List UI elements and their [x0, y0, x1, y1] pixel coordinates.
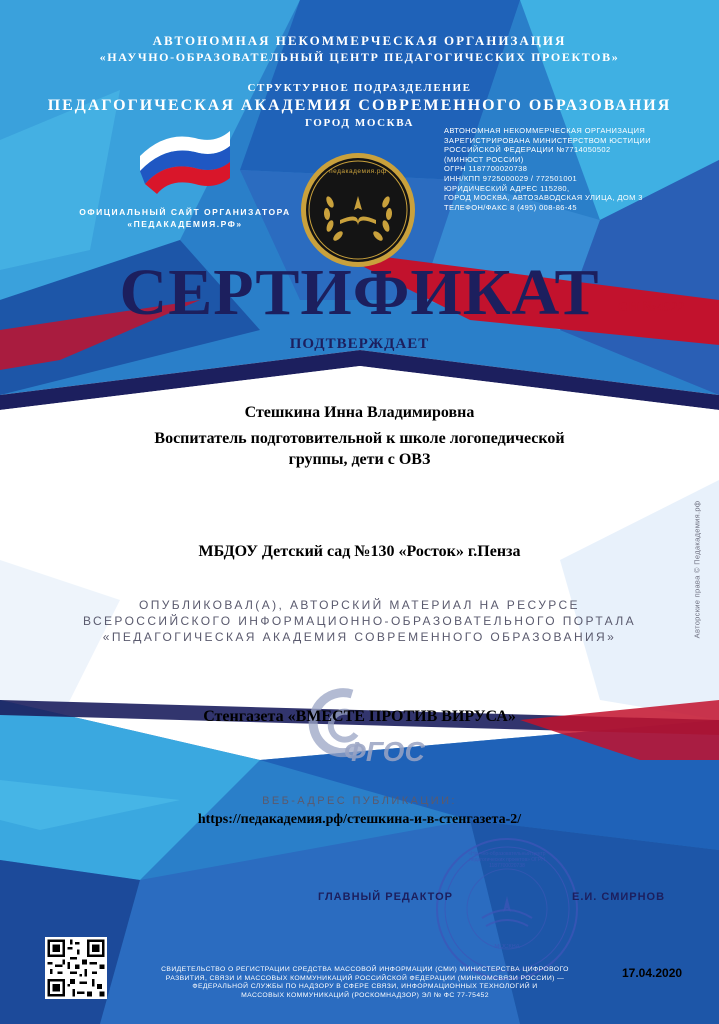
media-registration	[115, 966, 615, 1000]
org-line-1: АВТОНОМНАЯ НЕКОММЕРЧЕСКАЯ ОРГАНИЗАЦИЯ	[152, 33, 567, 48]
registration-block	[444, 126, 714, 212]
published-line-3: «ПЕДАГОГИЧЕСКАЯ АКАДЕМИЯ СОВРЕМЕННОГО ОБРАЗОВАНИЯ»	[102, 630, 617, 644]
stamp-bottom-text: МОСКВА	[494, 944, 520, 950]
media-reg-line: ФЕДЕРАЛЬНОЙ СЛУЖБЫ ПО НАДЗОРУ В СФЕРЕ СВЯЗИ, ИНФОРМАЦИОННЫХ ТЕХНОЛОГИЙ И	[192, 983, 538, 991]
reg-line: ОГРН 1187700020738	[444, 164, 528, 174]
org-line-2: «НАУЧНО-ОБРАЗОВАТЕЛЬНЫЙ ЦЕНТР ПЕДАГОГИЧЕСКИХ ПРОЕКТОВ»	[99, 50, 620, 64]
org-line-4: ПЕДАГОГИЧЕСКАЯ АКАДЕМИЯ СОВРЕМЕННОГО ОБРАЗОВАНИЯ	[47, 97, 672, 114]
official-site-label	[55, 206, 315, 230]
media-reg-line: СВИДЕТЕЛЬСТВО О РЕГИСТРАЦИИ СРЕДСТВА МАССОВОЙ ИНФОРМАЦИИ (СМИ) МИНИСТЕРСТВА ЦИФРОВОГО	[161, 966, 569, 973]
reg-line: ЮРИДИЧЕСКИЙ АДРЕС 115280,	[444, 183, 570, 193]
web-address-label: ВЕБ-АДРЕС ПУБЛИКАЦИИ:	[262, 795, 457, 807]
stamp-ring-text: «Научно-образовательный центр педагогических проектов» ОГРН 1187700020738	[468, 851, 546, 869]
editor-name: Е.И. СМИРНОВ	[572, 891, 666, 903]
certificate-number: СН №4922	[618, 300, 685, 315]
copyright-vertical: Авторские права © Педакадемия.рф	[692, 500, 702, 639]
confirms-label: ПОДТВЕРЖДАЕТ	[289, 336, 430, 352]
editor-label: ГЛАВНЫЙ РЕДАКТОР	[318, 891, 454, 903]
org-line-3: СТРУКТУРНОЕ ПОДРАЗДЕЛЕНИЕ	[247, 82, 472, 94]
published-line-1: ОПУБЛИКОВАЛ(А), АВТОРСКИЙ МАТЕРИАЛ НА РЕСУРСЕ	[139, 598, 580, 612]
certificate-title: СЕРТИФИКАТ	[119, 256, 600, 329]
media-reg-line: МАССОВЫХ КОММУНИКАЦИЙ (РОСКОМНАДЗОР) ЭЛ № ФС 77-75452	[241, 991, 489, 999]
reg-line: ТЕЛЕФОН/ФАКС 8 (495) 008-86-45	[444, 202, 577, 212]
qr-code-icon[interactable]	[45, 937, 107, 999]
russian-flag-icon	[135, 126, 235, 196]
recipient-name: Стешкина Инна Владимировна	[244, 404, 475, 421]
published-line-2: ВСЕРОССИЙСКОГО ИНФОРМАЦИОННО-ОБРАЗОВАТЕЛЬНОГО ПОРТАЛА	[82, 614, 637, 628]
reg-line: ЗАРЕГИСТРИРОВАНА МИНИСТЕРСТВОМ ЮСТИЦИИ	[444, 135, 652, 145]
issue-date: 17.04.2020	[622, 966, 683, 980]
reg-line: РОССИЙСКОЙ ФЕДЕРАЦИИ №7714050502	[444, 145, 611, 155]
fgos-label: ФГОС	[344, 736, 425, 767]
org-line-5: ГОРОД МОСКВА	[304, 117, 415, 129]
site-line-2: «ПЕДАКАДЕМИЯ.РФ»	[127, 219, 243, 229]
recipient-position-1: Воспитатель подготовительной к школе логопедической	[154, 430, 565, 447]
recipient-institution: МБДОУ Детский сад №130 «Росток» г.Пенза	[198, 543, 521, 560]
recipient-position-2: группы, дети с ОВЗ	[288, 451, 431, 468]
reg-line: АВТОНОМНАЯ НЕКОММЕРЧЕСКАЯ ОРГАНИЗАЦИЯ	[444, 126, 646, 135]
seal-text: педакадемия.рф	[329, 168, 387, 175]
reg-line: (МИНЮСТ РОССИИ)	[444, 154, 524, 164]
publication-url[interactable]: https://педакадемия.рф/стешкина-и-в-стенгазета-2/	[197, 812, 522, 827]
material-title: Стенгазета «ВМЕСТЕ ПРОТИВ ВИРУСА»	[203, 708, 516, 725]
reg-line: ИНН/КПП 9725000029 / 772501001	[444, 173, 578, 183]
site-line-1: ОФИЦИАЛЬНЫЙ САЙТ ОРГАНИЗАТОРА	[79, 207, 291, 217]
media-reg-line: РАЗВИТИЯ, СВЯЗИ И МАССОВЫХ КОММУНИКАЦИЙ РОССИЙСКОЙ ФЕДЕРАЦИИ (МИНКОМСВЯЗИ РОССИИ) —	[165, 974, 565, 982]
published-block	[0, 597, 719, 645]
reg-line: ГОРОД МОСКВА, АВТОЗАВОДСКАЯ УЛИЦА, ДОМ 3	[444, 193, 643, 203]
